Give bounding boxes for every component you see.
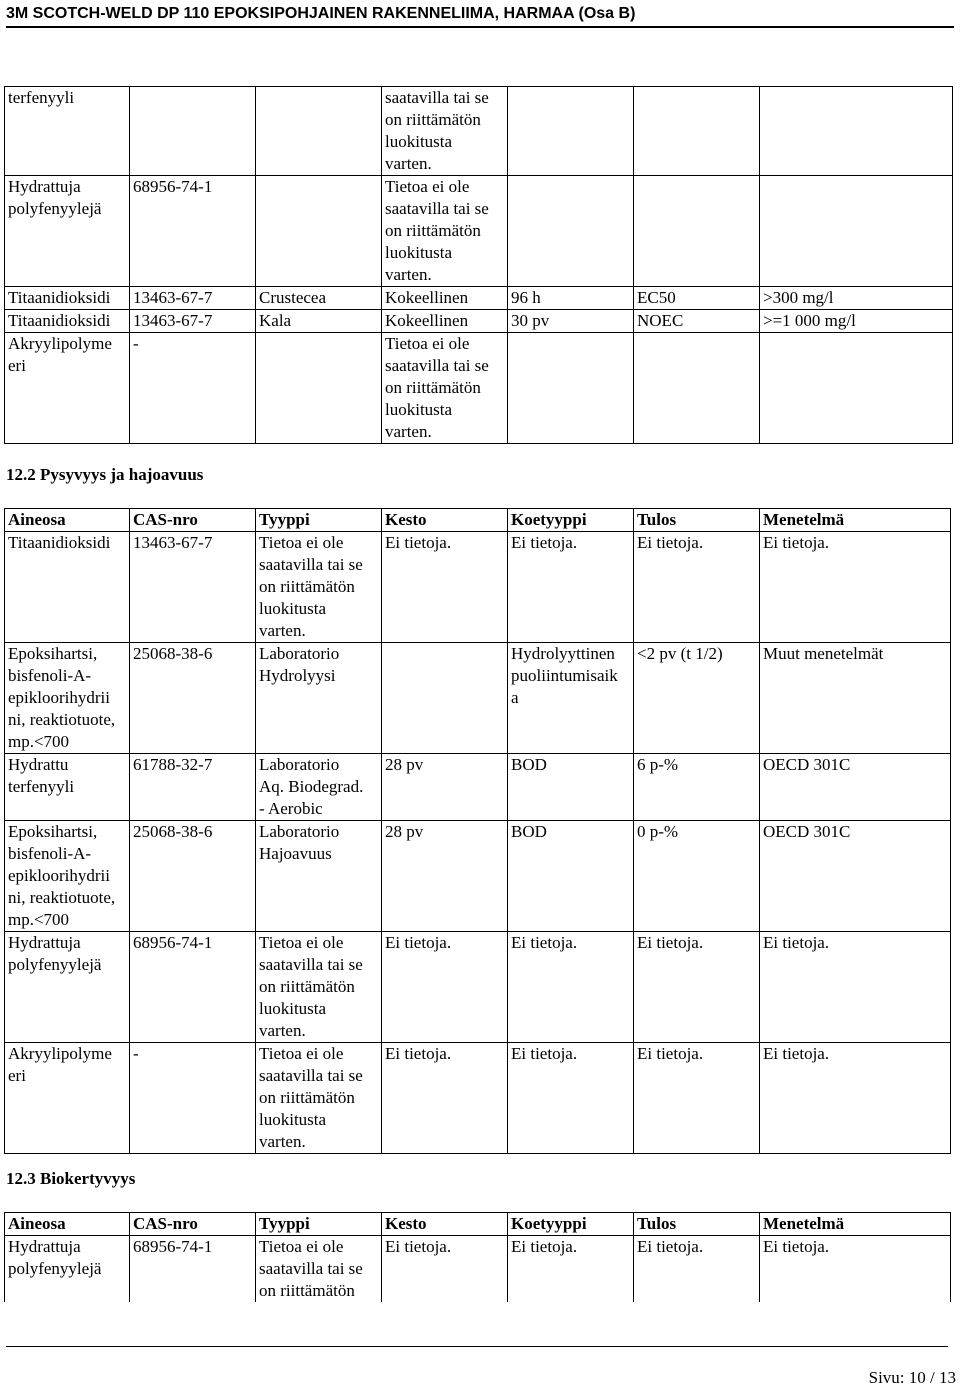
cell-tulos: Ei tietoja. xyxy=(634,1236,760,1303)
cell-kesto xyxy=(382,643,508,754)
cell-kesto: 28 pv xyxy=(382,754,508,821)
table-header-row xyxy=(5,1213,951,1236)
table-row xyxy=(5,310,953,333)
cell-cas: 13463-67-7 xyxy=(130,310,256,333)
cell-koetyyppi: BOD xyxy=(508,754,634,821)
cell-menetelma: Ei tietoja. xyxy=(760,532,951,643)
cell-cas xyxy=(130,87,256,176)
cell-aineosa: terfenyyli xyxy=(5,87,130,176)
cell-kesto xyxy=(508,333,634,444)
cell-koetyyppi xyxy=(634,176,760,287)
cell-koetyyppi: Ei tietoja. xyxy=(508,1043,634,1154)
cell-aineosa: Hydrattuja polyfenyylejä xyxy=(5,932,130,1043)
cell-cas: 68956-74-1 xyxy=(130,932,256,1043)
cell-organismi xyxy=(256,333,382,444)
cell-koetyyppi: EC50 xyxy=(634,287,760,310)
table-row xyxy=(5,176,953,287)
cell-aineosa: Titaanidioksidi xyxy=(5,287,130,310)
table-header-row xyxy=(5,509,951,532)
section-title-12-2: 12.2 Pysyvyys ja hajoavuus xyxy=(6,465,204,484)
cell-aineosa: Hydrattuja polyfenyylejä xyxy=(5,1236,130,1303)
table-row xyxy=(5,643,951,754)
cell-aineosa: Akryylipolyme eri xyxy=(5,1043,130,1154)
cell-tyyppi: Tietoa ei ole saatavilla tai se on riittämätön luokitusta varten. xyxy=(382,176,508,287)
column-header: Menetelmä xyxy=(760,509,951,532)
cell-koetyyppi xyxy=(634,333,760,444)
cell-tulos: Ei tietoja. xyxy=(634,1043,760,1154)
cell-tyyppi: Tietoa ei ole saatavilla tai se on riittämätön luokitusta varten. xyxy=(256,1043,382,1154)
cell-tulos: 0 p-% xyxy=(634,821,760,932)
column-header: Tyyppi xyxy=(256,1213,382,1236)
cell-tyyppi: Tietoa ei ole saatavilla tai se on riittämätön luokitusta varten. xyxy=(382,333,508,444)
cell-tyyppi: Laboratorio Hydrolyysi xyxy=(256,643,382,754)
cell-cas: 68956-74-1 xyxy=(130,1236,256,1303)
ecotoxicity-table-continued xyxy=(4,86,953,444)
cell-koetyyppi: NOEC xyxy=(634,310,760,333)
cell-aineosa: Epoksihartsi, bisfenoli-A- epikloorihydrii ni, reaktiotuote, mp.<700 xyxy=(5,643,130,754)
cell-organismi: Crustecea xyxy=(256,287,382,310)
cell-menetelma: Ei tietoja. xyxy=(760,1236,951,1303)
column-header: Kesto xyxy=(382,1213,508,1236)
footer-divider xyxy=(6,1346,948,1347)
table-row xyxy=(5,287,953,310)
cell-tyyppi: Kokeellinen xyxy=(382,310,508,333)
cell-kesto: Ei tietoja. xyxy=(382,932,508,1043)
column-header: Koetyyppi xyxy=(508,1213,634,1236)
cell-tulos: >300 mg/l xyxy=(760,287,953,310)
cell-koetyyppi: Hydrolyyttinen puoliintumisaik a xyxy=(508,643,634,754)
cell-tulos: Ei tietoja. xyxy=(634,532,760,643)
cell-tulos xyxy=(760,176,953,287)
cell-cas: 61788-32-7 xyxy=(130,754,256,821)
page-number: Sivu: 10 / 13 xyxy=(868,1368,956,1387)
table-row xyxy=(5,754,951,821)
table-row xyxy=(5,333,953,444)
document-header-title: 3M SCOTCH-WELD DP 110 EPOKSIPOHJAINEN RAKENNELIIMA, HARMAA (Osa B) xyxy=(6,2,954,28)
cell-kesto xyxy=(508,87,634,176)
cell-kesto xyxy=(508,176,634,287)
cell-organismi: Kala xyxy=(256,310,382,333)
cell-koetyyppi: BOD xyxy=(508,821,634,932)
cell-tulos: 6 p-% xyxy=(634,754,760,821)
cell-tyyppi: Tietoa ei ole saatavilla tai se on riittämätön xyxy=(256,1236,382,1303)
column-header: CAS-nro xyxy=(130,1213,256,1236)
column-header: Aineosa xyxy=(5,509,130,532)
cell-tulos: Ei tietoja. xyxy=(634,932,760,1043)
table-row xyxy=(5,1236,951,1303)
cell-tyyppi: Laboratorio Aq. Biodegrad. - Aerobic xyxy=(256,754,382,821)
cell-tyyppi: Tietoa ei ole saatavilla tai se on riittämätön luokitusta varten. xyxy=(256,932,382,1043)
cell-menetelma: Ei tietoja. xyxy=(760,1043,951,1154)
cell-menetelma: Muut menetelmät xyxy=(760,643,951,754)
cell-kesto: 30 pv xyxy=(508,310,634,333)
cell-tyyppi: Laboratorio Hajoavuus xyxy=(256,821,382,932)
table-row xyxy=(5,932,951,1043)
cell-cas: 13463-67-7 xyxy=(130,532,256,643)
cell-aineosa: Titaanidioksidi xyxy=(5,532,130,643)
cell-cas: 25068-38-6 xyxy=(130,821,256,932)
cell-tulos xyxy=(760,87,953,176)
cell-tulos: >=1 000 mg/l xyxy=(760,310,953,333)
cell-tulos xyxy=(760,333,953,444)
cell-koetyyppi: Ei tietoja. xyxy=(508,1236,634,1303)
column-header: Tulos xyxy=(634,509,760,532)
cell-kesto: Ei tietoja. xyxy=(382,532,508,643)
table-row xyxy=(5,87,953,176)
cell-kesto: Ei tietoja. xyxy=(382,1043,508,1154)
cell-aineosa: Hydrattuja polyfenyylejä xyxy=(5,176,130,287)
cell-kesto: 28 pv xyxy=(382,821,508,932)
persistence-degradability-table xyxy=(4,508,951,1154)
table-row xyxy=(5,821,951,932)
column-header: CAS-nro xyxy=(130,509,256,532)
column-header: Kesto xyxy=(382,509,508,532)
column-header: Tyyppi xyxy=(256,509,382,532)
cell-organismi xyxy=(256,176,382,287)
cell-tyyppi: Kokeellinen xyxy=(382,287,508,310)
cell-aineosa: Akryylipolyme eri xyxy=(5,333,130,444)
cell-organismi xyxy=(256,87,382,176)
cell-kesto: 96 h xyxy=(508,287,634,310)
column-header: Koetyyppi xyxy=(508,509,634,532)
cell-tyyppi: Tietoa ei ole saatavilla tai se on riittämätön luokitusta varten. xyxy=(256,532,382,643)
cell-tyyppi: saatavilla tai se on riittämätön luokitusta varten. xyxy=(382,87,508,176)
section-title-12-3: 12.3 Biokertyvyys xyxy=(6,1169,136,1188)
cell-menetelma: OECD 301C xyxy=(760,754,951,821)
cell-cas: - xyxy=(130,1043,256,1154)
table-row xyxy=(5,532,951,643)
cell-menetelma: Ei tietoja. xyxy=(760,932,951,1043)
cell-koetyyppi xyxy=(634,87,760,176)
column-header: Tulos xyxy=(634,1213,760,1236)
column-header: Menetelmä xyxy=(760,1213,951,1236)
cell-koetyyppi: Ei tietoja. xyxy=(508,532,634,643)
bioaccumulation-table xyxy=(4,1212,951,1302)
cell-cas: - xyxy=(130,333,256,444)
cell-cas: 13463-67-7 xyxy=(130,287,256,310)
cell-cas: 68956-74-1 xyxy=(130,176,256,287)
cell-tulos: <2 pv (t 1/2) xyxy=(634,643,760,754)
cell-koetyyppi: Ei tietoja. xyxy=(508,932,634,1043)
column-header: Aineosa xyxy=(5,1213,130,1236)
cell-aineosa: Epoksihartsi, bisfenoli-A- epikloorihydrii ni, reaktiotuote, mp.<700 xyxy=(5,821,130,932)
cell-menetelma: OECD 301C xyxy=(760,821,951,932)
cell-aineosa: Titaanidioksidi xyxy=(5,310,130,333)
cell-kesto: Ei tietoja. xyxy=(382,1236,508,1303)
cell-cas: 25068-38-6 xyxy=(130,643,256,754)
table-row xyxy=(5,1043,951,1154)
cell-aineosa: Hydrattu terfenyyli xyxy=(5,754,130,821)
